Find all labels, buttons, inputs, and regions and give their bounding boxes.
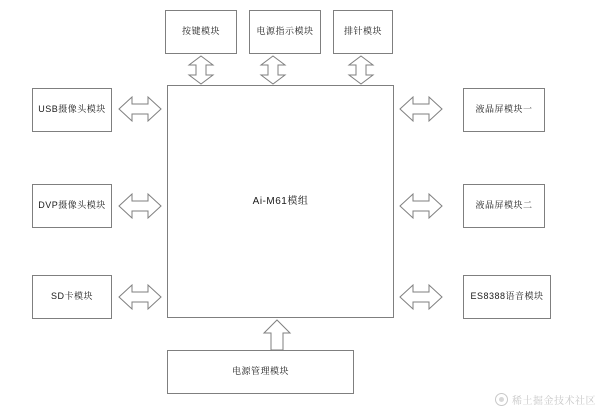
arrow-center-to-lcd-one	[400, 97, 442, 121]
arrow-power-management-to-center	[264, 320, 290, 350]
top-module-key[interactable]: 按键模块	[165, 10, 237, 54]
arrow-center-to-lcd-two	[400, 194, 442, 218]
watermark-logo-icon	[495, 393, 508, 406]
arrow-pin-header-to-center	[349, 56, 373, 84]
right-module-es8388-audio[interactable]: ES8388语音模块	[463, 275, 551, 319]
right-module-lcd-one[interactable]: 液晶屏模块一	[463, 88, 545, 132]
arrow-key-to-center	[189, 56, 213, 84]
arrow-sd-card-to-center	[119, 285, 161, 309]
arrow-dvp-camera-to-center	[119, 194, 161, 218]
arrow-power-indicator-to-center	[261, 56, 285, 84]
arrow-usb-camera-to-center	[119, 97, 161, 121]
watermark-text: 稀土掘金技术社区	[512, 396, 596, 407]
right-module-lcd-two[interactable]: 液晶屏模块二	[463, 184, 545, 228]
arrow-center-to-es8388	[400, 285, 442, 309]
watermark	[495, 392, 596, 407]
top-module-pin-header[interactable]: 排针模块	[333, 10, 393, 54]
left-module-dvp-camera[interactable]: DVP摄像头模块	[32, 184, 112, 228]
top-module-power-indicator[interactable]: 电源指示模块	[249, 10, 321, 54]
left-module-sd-card[interactable]: SD卡模块	[32, 275, 112, 319]
center-module-ai-m61[interactable]: Ai-M61模组	[167, 85, 394, 318]
bottom-module-power-management[interactable]: 电源管理模块	[167, 350, 354, 394]
left-module-usb-camera[interactable]: USB摄像头模块	[32, 88, 112, 132]
